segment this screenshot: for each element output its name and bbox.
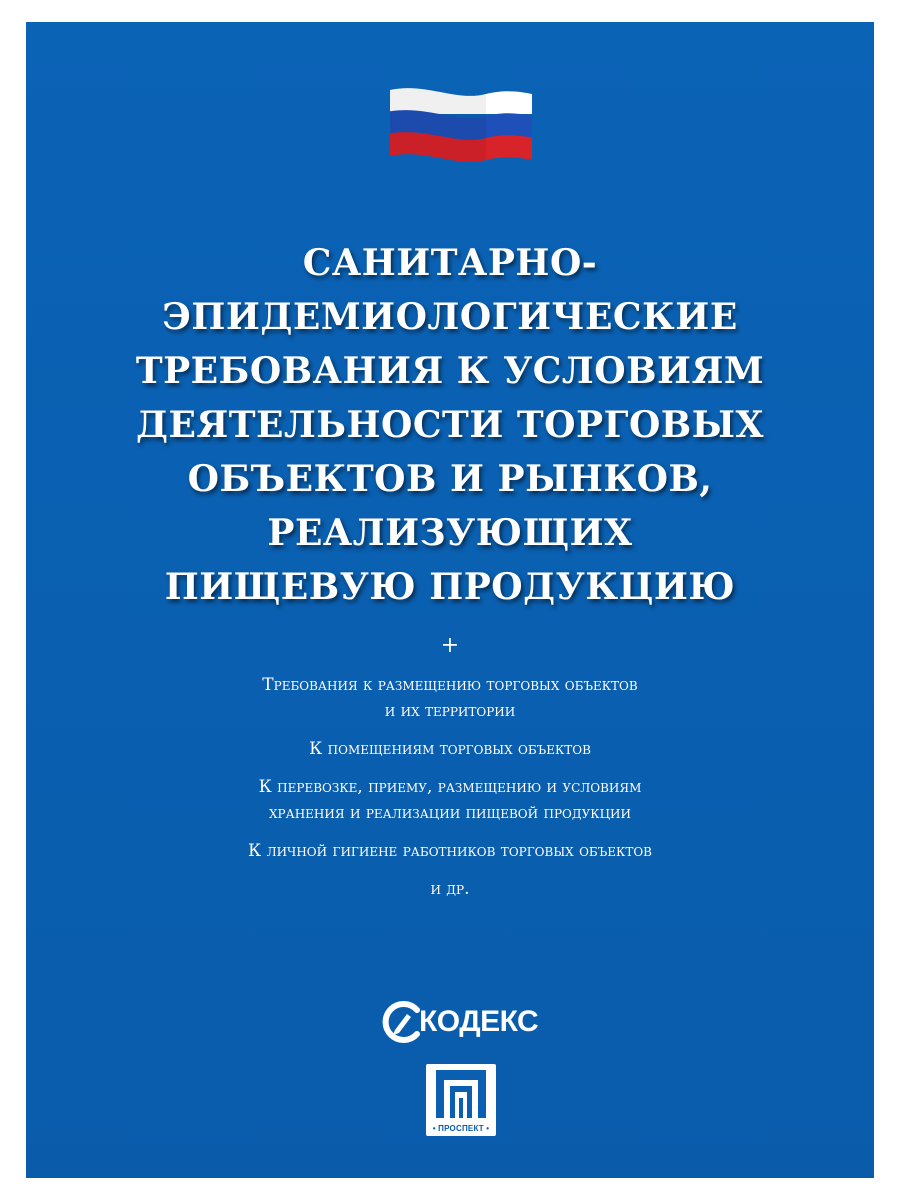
- contents-list: [0, 672, 900, 914]
- contents-item: [0, 838, 900, 864]
- contents-item: [0, 736, 900, 762]
- title-line: ОБЪЕКТОВ И РЫНКОВ,: [187, 458, 713, 500]
- contents-item-line: К личной гигиене работников торговых объектов: [248, 841, 652, 861]
- contents-item-line: и их территории: [384, 701, 516, 721]
- russian-flag-icon: [386, 84, 536, 166]
- prospekt-text: • ПРОСПЕКТ •: [432, 1124, 490, 1133]
- contents-item-line: К помещениям торговых объектов: [309, 739, 591, 759]
- title-line: ПИЩЕВУЮ ПРОДУКЦИЮ: [164, 566, 736, 608]
- title-line: ДЕЯТЕЛЬНОСТИ ТОРГОВЫХ: [136, 404, 764, 446]
- title-line: РЕАЛИЗУЮЩИХ: [267, 512, 633, 554]
- title-line: ТРЕБОВАНИЯ К УСЛОВИЯМ: [135, 350, 765, 392]
- contents-item-line: хранения и реализации пищевой продукции: [269, 803, 631, 823]
- prospekt-logo-icon: [434, 1068, 488, 1120]
- book-title: [0, 236, 900, 614]
- contents-item: [0, 774, 900, 826]
- title-line: САНИТАРНО-: [302, 242, 598, 284]
- prospekt-logo: [426, 1064, 496, 1136]
- contents-item-line: К перевозке, приему, размещению и условиям: [258, 777, 642, 797]
- contents-item: [0, 876, 900, 902]
- plus-sign: +: [440, 633, 460, 658]
- contents-item-line: Требования к размещению торговых объектов: [262, 675, 638, 695]
- title-line: ЭПИДЕМИОЛОГИЧЕСКИЕ: [162, 296, 738, 338]
- kodeks-logo: [381, 996, 551, 1048]
- contents-item-line: и др.: [430, 879, 470, 899]
- contents-item: [0, 672, 900, 724]
- kodeks-text: КОДЕКС: [419, 1005, 539, 1038]
